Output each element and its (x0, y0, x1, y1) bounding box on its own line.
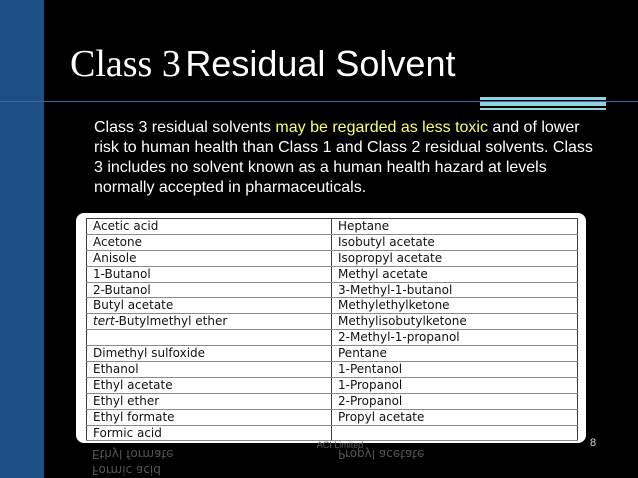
decorative-bars (480, 97, 606, 111)
table-cell-left: Formic acid (86, 426, 332, 441)
table-cell-right: 1-Pentanol (332, 362, 578, 377)
slide-title (70, 40, 455, 88)
table-row (86, 219, 578, 235)
table-cell-left: Acetic acid (86, 219, 332, 234)
table-cell-left: Acetone (86, 235, 332, 250)
solvent-table (86, 218, 578, 441)
table-reflection (86, 446, 586, 478)
table-cell-right: 1-Propanol (332, 378, 578, 393)
table-row (86, 378, 578, 394)
table-cell-right: Propyl acetate (332, 410, 578, 425)
table-row (86, 267, 578, 283)
body-text-start: Class 3 residual solvents (94, 119, 276, 136)
table-cell-left: 1-Butanol (86, 267, 332, 282)
reflection-cell: Propyl acetate (338, 447, 425, 461)
table-row (86, 330, 578, 346)
body-text-end: and of lower risk to human health than Class 1 and Class 2 residual solvents. Class 3 includes no solvent known as a human health hazard at levels normally accepted in pharmaceuticals. (94, 119, 593, 196)
table-cell-left: Ethyl acetate (86, 378, 332, 393)
table-cell-right: Methylisobutylketone (332, 314, 578, 329)
table-cell-right: 3-Methyl-1-butanol (332, 283, 578, 298)
decorative-bar (480, 97, 606, 100)
decorative-bar (480, 102, 606, 106)
title-main: Residual Solvent (185, 43, 456, 84)
table-cell-right: Isobutyl acetate (332, 235, 578, 250)
reflection-cell: Ethyl formate (92, 447, 174, 461)
table-row (86, 298, 578, 314)
table-row (86, 362, 578, 378)
table-cell-right: Methyl acetate (332, 267, 578, 282)
reflection-row (86, 462, 586, 478)
table-cell-right: Methylethylketone (332, 298, 578, 313)
reflection-cell (332, 462, 578, 478)
table-cell-right: 2-Methyl-1-propanol (332, 330, 578, 345)
table-row (86, 235, 578, 251)
table-cell-left (86, 330, 332, 345)
body-paragraph (94, 118, 604, 198)
table-row (86, 410, 578, 426)
solvent-table-image (76, 213, 586, 443)
body-highlight: may be regarded as less toxic (275, 119, 488, 136)
table-cell-right: 2-Propanol (332, 394, 578, 409)
left-accent-bar (0, 0, 44, 478)
table-cell-right: Isopropyl acetate (332, 251, 578, 266)
table-row (86, 283, 578, 299)
table-row (86, 394, 578, 410)
decorative-bar (480, 108, 606, 110)
table-cell-left: Ethyl formate (86, 410, 332, 425)
table-cell-left: Ethanol (86, 362, 332, 377)
table-cell-left: Dimethyl sulfoxide (86, 346, 332, 361)
table-cell-right: Heptane (332, 219, 578, 234)
reflection-cell: Formic acid (92, 463, 161, 477)
table-row (86, 346, 578, 362)
slide-number: 8 (590, 437, 597, 449)
table-cell-left: Butyl acetate (86, 298, 332, 313)
table-row (86, 251, 578, 267)
table-row (86, 314, 578, 330)
table-cell-right (332, 426, 578, 441)
table-cell-left: Ethyl ether (86, 394, 332, 409)
footer-text: ACI Limited (316, 440, 364, 450)
table-cell-left: tert-Butylmethyl ether (86, 314, 332, 329)
table-cell-left: Anisole (86, 251, 332, 266)
table-cell-left: 2-Butanol (86, 283, 332, 298)
title-prefix: Class 3 (70, 43, 181, 85)
table-cell-right: Pentane (332, 346, 578, 361)
